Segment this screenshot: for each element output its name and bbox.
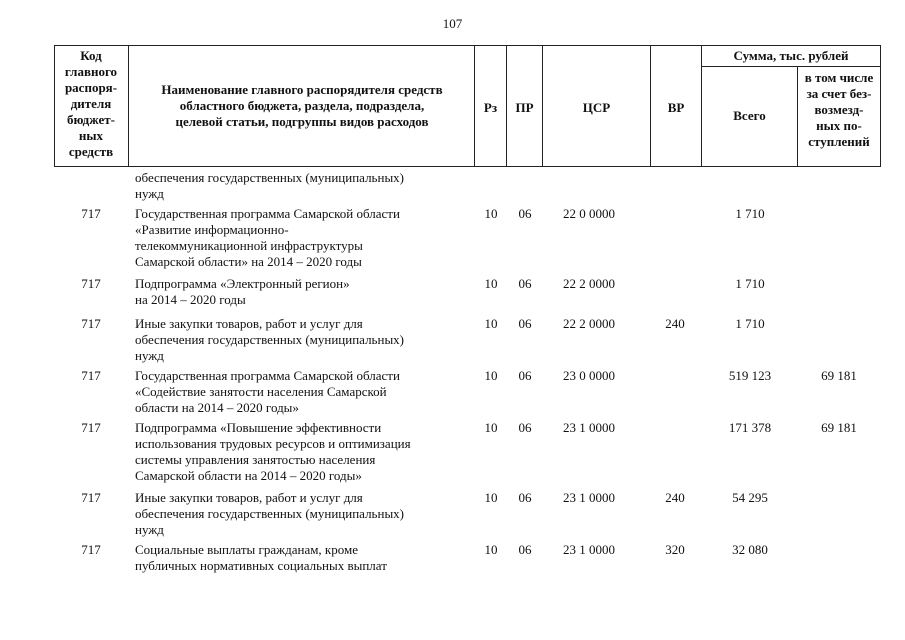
row-csr: 23 0 0000 [563, 368, 615, 383]
header-name-line: областного бюджета, раздела, подраздела, [179, 98, 425, 113]
row-name [135, 542, 475, 574]
row-code: 717 [81, 206, 101, 221]
header-pr: ПР [515, 100, 534, 115]
row-name-line: Иные закупки товаров, работ и услуг для [135, 490, 363, 505]
row-name-line: области на 2014 – 2020 годы» [135, 400, 299, 415]
row-vr: 320 [665, 542, 685, 557]
row-name-line: обеспечения государственных (муниципальных) [135, 506, 405, 521]
row-name [135, 490, 475, 538]
header-code-line: распоря- [64, 80, 118, 95]
row-grant: 69 181 [821, 368, 857, 383]
row-name [135, 420, 475, 484]
header-code [55, 48, 127, 160]
row-code: 717 [81, 316, 101, 331]
row-name-line: телекоммуникационной инфраструктуры [135, 238, 363, 253]
header-total: Всего [733, 108, 766, 123]
row-rz: 10 [484, 316, 498, 331]
row-grant: 69 181 [821, 420, 857, 435]
row-name-line: Самарской области на 2014 – 2020 годы» [135, 468, 362, 483]
row-total: 54 295 [732, 490, 768, 505]
row-csr: 22 2 0000 [563, 276, 615, 291]
row-name [135, 368, 475, 416]
row-code: 717 [81, 368, 101, 383]
row-pr: 06 [518, 276, 532, 291]
row-rz: 10 [484, 490, 498, 505]
col-divider [880, 45, 881, 167]
row-name-line: «Развитие информационно- [135, 222, 289, 237]
col-divider [128, 45, 129, 167]
row-rz: 10 [484, 368, 498, 383]
row-csr: 23 1 0000 [563, 542, 615, 557]
row-rz: 10 [484, 206, 498, 221]
row-pr: 06 [518, 420, 532, 435]
row-name-line: нужд [135, 522, 164, 537]
header-code-line: ных [78, 128, 104, 143]
row-name-line: Государственная программа Самарской области [135, 206, 400, 221]
header-name-line: целевой статьи, подгруппы видов расходов [175, 114, 429, 129]
header-top-border [54, 45, 881, 46]
header-code-line: средств [68, 144, 114, 159]
row-name-line: Подпрограмма «Электронный регион» [135, 276, 350, 291]
row-name-line: Социальные выплаты гражданам, кроме [135, 542, 358, 557]
header-sum-divider [701, 66, 881, 67]
continuation-text [135, 170, 475, 202]
header-csr: ЦСР [582, 100, 611, 115]
header-name-line: Наименование главного распорядителя средств [161, 82, 443, 97]
header-code-line: дителя [70, 96, 112, 111]
row-pr: 06 [518, 542, 532, 557]
header-code-line: бюджет- [66, 112, 115, 127]
row-name [135, 276, 475, 308]
header-grant-line: в том числе [804, 70, 874, 85]
row-csr: 22 0 0000 [563, 206, 615, 221]
row-name-line: Подпрограмма «Повышение эффективности [135, 420, 382, 435]
header-sum: Сумма, тыс. рублей [733, 48, 849, 63]
header-vr: ВР [667, 100, 685, 115]
row-name-line: на 2014 – 2020 годы [135, 292, 246, 307]
row-name-line: публичных нормативных социальных выплат [135, 558, 387, 573]
row-code: 717 [81, 490, 101, 505]
row-name-line: «Содействие занятости населения Самарской [135, 384, 387, 399]
row-name [135, 206, 475, 270]
row-name-line: обеспечения государственных (муниципальных) [135, 332, 405, 347]
header-code-line: главного [64, 64, 118, 79]
row-code: 717 [81, 542, 101, 557]
row-name [135, 316, 475, 364]
row-rz: 10 [484, 542, 498, 557]
header-grant-line: ступлений [808, 134, 870, 149]
row-code: 717 [81, 276, 101, 291]
row-name-line: системы управления занятостью населения [135, 452, 376, 467]
continuation-line: нужд [135, 186, 164, 201]
row-csr: 23 1 0000 [563, 490, 615, 505]
row-name-line: нужд [135, 348, 164, 363]
row-name-line: использования трудовых ресурсов и оптимизация [135, 436, 411, 451]
row-pr: 06 [518, 490, 532, 505]
row-name-line: Государственная программа Самарской области [135, 368, 400, 383]
row-name-line: Самарской области» на 2014 – 2020 годы [135, 254, 362, 269]
row-pr: 06 [518, 206, 532, 221]
row-rz: 10 [484, 276, 498, 291]
header-grant [798, 70, 880, 150]
row-csr: 22 2 0000 [563, 316, 615, 331]
row-pr: 06 [518, 368, 532, 383]
row-total: 1 710 [735, 276, 765, 291]
page-number: 107 [442, 16, 463, 31]
continuation-line: обеспечения государственных (муниципальных) [135, 170, 405, 185]
header-grant-line: возмезд- [814, 102, 864, 117]
row-csr: 23 1 0000 [563, 420, 615, 435]
row-rz: 10 [484, 420, 498, 435]
row-total: 171 378 [728, 420, 772, 435]
row-total: 519 123 [728, 368, 772, 383]
row-pr: 06 [518, 316, 532, 331]
row-total: 32 080 [732, 542, 768, 557]
row-vr: 240 [665, 490, 685, 505]
header-code-line: Код [80, 48, 102, 63]
header-grant-line: ных по- [816, 118, 862, 133]
row-code: 717 [81, 420, 101, 435]
row-name-line: Иные закупки товаров, работ и услуг для [135, 316, 363, 331]
header-bottom-border [54, 166, 881, 167]
row-total: 1 710 [735, 316, 765, 331]
header-rz: Рз [483, 100, 498, 115]
row-vr: 240 [665, 316, 685, 331]
header-name [130, 82, 474, 130]
header-grant-line: за счет без- [806, 86, 872, 101]
row-total: 1 710 [735, 206, 765, 221]
